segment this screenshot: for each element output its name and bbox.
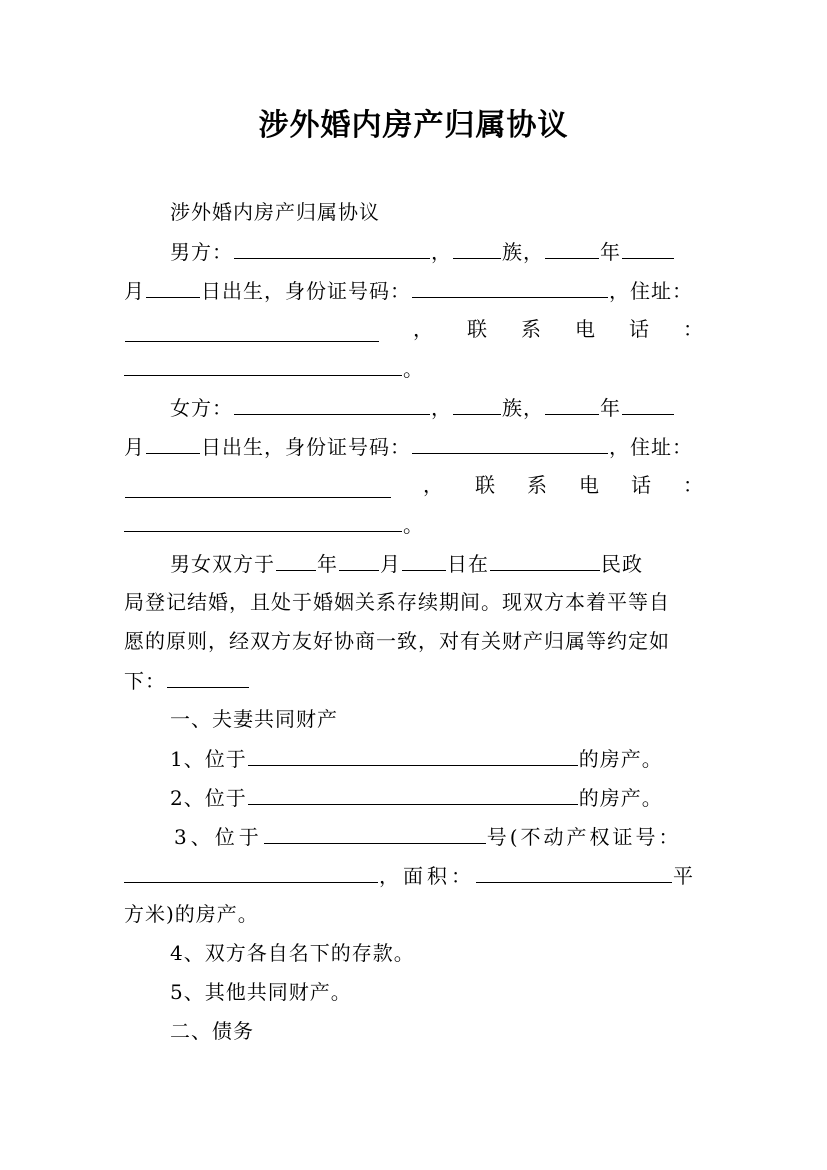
period: 。 bbox=[403, 357, 424, 381]
comma: ， bbox=[431, 396, 452, 420]
phone-char: 联 bbox=[467, 317, 488, 341]
phone-char: 联 bbox=[475, 473, 496, 497]
comma: ， bbox=[413, 317, 434, 341]
item-3-line-2 bbox=[124, 862, 704, 888]
name-blank[interactable] bbox=[234, 238, 430, 259]
address-blank[interactable] bbox=[125, 321, 379, 342]
colon: ： bbox=[683, 473, 704, 497]
ethnicity-blank[interactable] bbox=[453, 238, 501, 259]
birth-day-blank[interactable] bbox=[146, 277, 200, 298]
item-prefix: 3、位于 bbox=[174, 825, 263, 849]
id-label: 日出生，身份证号码： bbox=[201, 279, 411, 303]
item-suffix: 的房产。 bbox=[578, 747, 663, 771]
area-label: ，面积： bbox=[379, 864, 475, 888]
section-heading-2: 二、债务 bbox=[170, 1019, 254, 1043]
phone-char: 系 bbox=[521, 317, 542, 341]
marriage-line-2: 局登记结婚，且处于婚姻关系存续期间。现双方本着平等自 bbox=[124, 590, 670, 614]
id-number-blank[interactable] bbox=[412, 277, 608, 298]
item-3-line-1 bbox=[174, 823, 704, 849]
address-blank[interactable] bbox=[125, 477, 391, 498]
item-prefix: 1、位于 bbox=[170, 747, 247, 771]
id-number-blank[interactable] bbox=[412, 433, 608, 454]
item-suffix: 的房产。 bbox=[578, 786, 663, 810]
property-location-blank[interactable] bbox=[248, 745, 578, 766]
at-label: 日在 bbox=[447, 552, 489, 576]
ethnicity-blank[interactable] bbox=[453, 394, 501, 415]
item-prefix: 2、位于 bbox=[170, 786, 247, 810]
marriage-line-4 bbox=[124, 667, 704, 693]
phone-char: 电 bbox=[579, 473, 600, 497]
female-line-2 bbox=[124, 433, 704, 459]
phone-char: 话 bbox=[631, 473, 652, 497]
id-label: 日出生，身份证号码： bbox=[201, 435, 411, 459]
colon: ： bbox=[683, 317, 704, 341]
birth-month-blank[interactable] bbox=[622, 238, 674, 259]
marriage-prefix: 男女双方于 bbox=[170, 552, 275, 576]
marriage-month-blank[interactable] bbox=[339, 550, 379, 571]
area-unit-start: 平 bbox=[673, 864, 694, 888]
female-label: 女方： bbox=[170, 396, 233, 420]
female-line-3 bbox=[124, 472, 704, 498]
marriage-line-3: 愿的原则，经双方友好协商一致，对有关财产归属等约定如 bbox=[124, 629, 670, 653]
phone-char: 话 bbox=[629, 317, 650, 341]
name-blank[interactable] bbox=[234, 394, 430, 415]
birth-year-blank[interactable] bbox=[545, 394, 599, 415]
marriage-line-1 bbox=[170, 550, 704, 576]
certificate-label: 号(不动产权证号： bbox=[486, 825, 682, 849]
property-location-blank[interactable] bbox=[264, 823, 486, 844]
certificate-number-blank[interactable] bbox=[124, 862, 378, 883]
year-label: 年 bbox=[600, 240, 621, 264]
year-label: 年 bbox=[317, 552, 338, 576]
item-2 bbox=[170, 784, 704, 810]
item-1 bbox=[170, 745, 704, 771]
phone-blank[interactable] bbox=[124, 355, 402, 376]
month-label: 月 bbox=[124, 279, 145, 303]
item-5: 5、其他共同财产。 bbox=[170, 980, 352, 1004]
document-title: 涉外婚内房产归属协议 bbox=[258, 108, 569, 143]
area-blank[interactable] bbox=[476, 862, 672, 883]
phone-char: 电 bbox=[575, 317, 596, 341]
ethnicity-label: 族， bbox=[502, 240, 544, 264]
comma: ， bbox=[431, 240, 452, 264]
property-location-blank[interactable] bbox=[248, 784, 578, 805]
phone-blank[interactable] bbox=[124, 511, 402, 532]
follows-label: 下： bbox=[124, 669, 166, 693]
female-line-1 bbox=[170, 394, 704, 420]
marriage-year-blank[interactable] bbox=[276, 550, 316, 571]
phone-char: 系 bbox=[527, 473, 548, 497]
ethnicity-label: 族， bbox=[502, 396, 544, 420]
comma: ， bbox=[423, 473, 444, 497]
female-line-4 bbox=[124, 511, 704, 537]
male-line-3 bbox=[124, 316, 704, 342]
month-label: 月 bbox=[380, 552, 401, 576]
item-3-line-3: 方米)的房产。 bbox=[124, 902, 259, 926]
subtitle: 涉外婚内房产归属协议 bbox=[170, 200, 380, 224]
birth-month-blank[interactable] bbox=[622, 394, 674, 415]
address-label: ，住址： bbox=[609, 435, 693, 459]
birth-day-blank[interactable] bbox=[146, 433, 200, 454]
section-heading-1: 一、夫妻共同财产 bbox=[170, 707, 338, 731]
civil-affairs-label: 民政 bbox=[601, 552, 643, 576]
item-4: 4、双方各自名下的存款。 bbox=[170, 941, 415, 965]
period: 。 bbox=[403, 513, 424, 537]
address-label: ，住址： bbox=[609, 279, 693, 303]
male-line-2 bbox=[124, 277, 704, 303]
male-line-4 bbox=[124, 355, 704, 381]
month-label: 月 bbox=[124, 435, 145, 459]
birth-year-blank[interactable] bbox=[545, 238, 599, 259]
marriage-day-blank[interactable] bbox=[402, 550, 446, 571]
male-label: 男方： bbox=[170, 240, 233, 264]
follows-blank[interactable] bbox=[167, 667, 249, 688]
male-line-1 bbox=[170, 238, 704, 264]
year-label: 年 bbox=[600, 396, 621, 420]
registry-blank[interactable] bbox=[490, 550, 600, 571]
